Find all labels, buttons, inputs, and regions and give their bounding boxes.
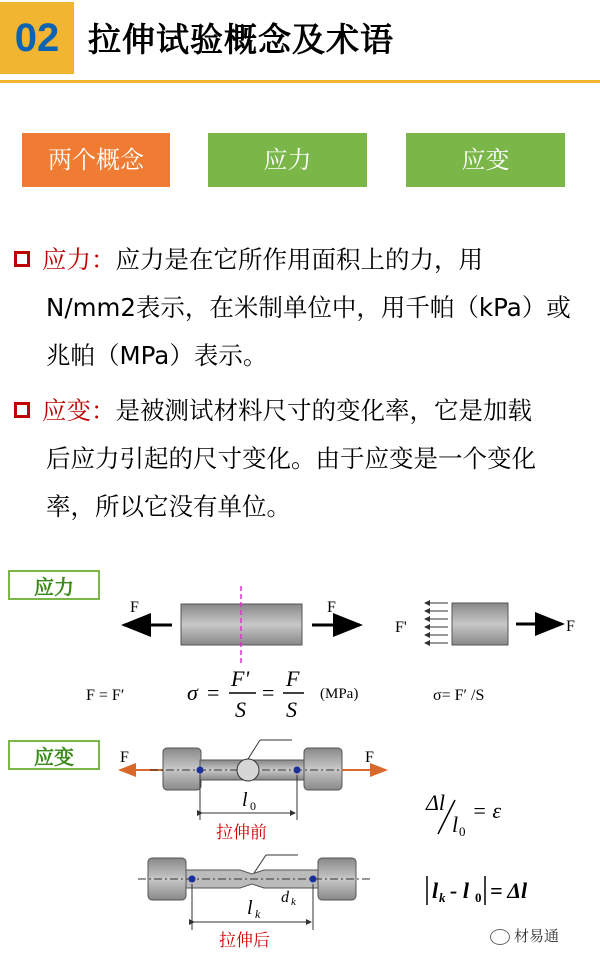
force-label-strain-left: F <box>120 749 129 766</box>
force-label-left: F <box>130 599 139 616</box>
dk-sub: k <box>291 896 296 908</box>
force-label-right: F <box>327 599 336 616</box>
l0-label: l <box>242 789 248 811</box>
l0-sub: 0 <box>250 799 256 813</box>
elong-formula-right: = Δl <box>490 878 528 903</box>
elong-formula-mid-sub: 0 <box>475 890 482 905</box>
section-number: 02 <box>0 2 74 74</box>
stress-term: 应力： <box>42 245 116 274</box>
strain-formula-denominator: l <box>452 812 459 837</box>
elong-formula-left-sub: k <box>439 890 446 905</box>
tab-two-concepts[interactable]: 两个概念 <box>22 133 170 187</box>
frac1-numerator: F' <box>231 666 250 691</box>
distributed-arrows <box>425 603 448 643</box>
watermark-text: 材易通 <box>514 927 560 945</box>
sigma-symbol: σ <box>187 680 198 705</box>
lk-sub: k <box>255 907 261 921</box>
force-prime-label: F' <box>395 619 407 636</box>
unit-label: (MPa) <box>320 686 359 702</box>
specimen-before <box>150 740 365 790</box>
strain-formula-eq: = ε <box>472 798 502 823</box>
frac2-denominator: S <box>286 697 297 722</box>
elong-formula-left: l <box>432 878 439 903</box>
frac1-denominator: S <box>235 697 246 722</box>
strain-text-line1: 是被测试材料尺寸的变化率，它是加载 <box>115 396 532 425</box>
before-label: 拉伸前 <box>216 823 267 843</box>
stress-text-line2: N/mm2表示，在米制单位中，用千帕（kPa）或 <box>46 293 571 322</box>
equation-sigma: σ= F′ /S <box>433 687 485 704</box>
watermark <box>490 925 559 946</box>
equals-sign: = <box>207 680 220 705</box>
specimen-after <box>138 855 370 900</box>
strain-formula-numerator: Δl <box>426 790 446 815</box>
elong-formula-mid: - l <box>450 878 469 903</box>
strain-text-line3: 率，所以它没有单位。 <box>46 492 291 521</box>
stress-tag: 应力 <box>8 570 100 600</box>
strain-term: 应变： <box>42 396 116 425</box>
tab-stress[interactable]: 应力 <box>208 133 367 187</box>
lk-label: l <box>247 897 253 919</box>
force-label-strain-right: F <box>365 749 374 766</box>
strain-formula-den-sub: 0 <box>459 824 466 839</box>
dk-label: d <box>281 889 289 906</box>
cut-bar-specimen <box>452 603 508 645</box>
equation-equal-forces: F = F′ <box>86 687 125 704</box>
stress-text-line1: 应力是在它所作用面积上的力，用 <box>115 245 483 274</box>
wechat-icon <box>490 929 510 945</box>
force-label-far-right: F <box>566 618 575 635</box>
strain-tag: 应变 <box>8 740 100 770</box>
frac2-numerator: F <box>286 666 300 691</box>
tab-strain[interactable]: 应变 <box>406 133 565 187</box>
strain-text-line2: 后应力引起的尺寸变化。由于应变是一个变化 <box>46 444 536 473</box>
stress-text-line3: 兆帕（MPa）表示。 <box>46 341 268 370</box>
page-title: 拉伸试验概念及术语 <box>88 20 394 59</box>
equals-sign-2: = <box>262 680 275 705</box>
after-label: 拉伸后 <box>219 931 270 951</box>
